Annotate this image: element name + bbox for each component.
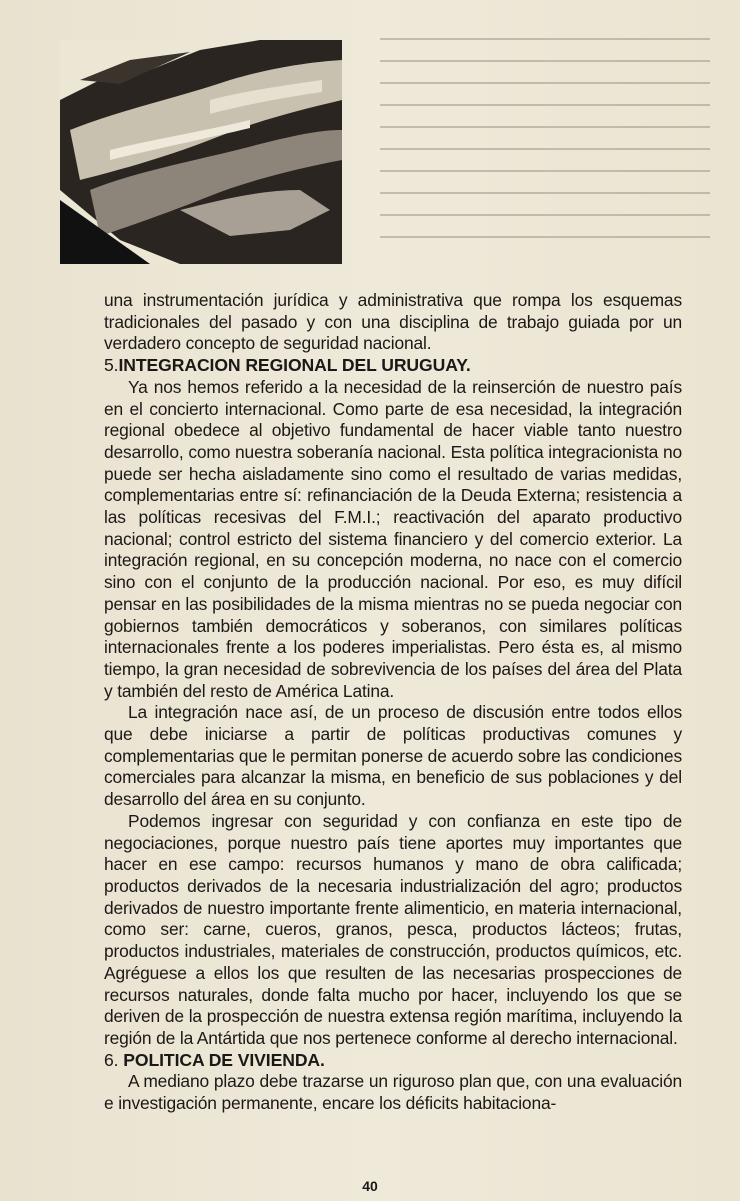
- body-text: [104, 290, 682, 1115]
- section-number: 5.: [104, 355, 119, 376]
- show-through-text: [380, 38, 710, 288]
- section-title: POLITICA DE VIVIENDA.: [123, 1049, 325, 1070]
- paragraph-3: La integración nace así, de un proceso de discusión entre todos ellos que debe iniciarse a partir de políticas productivas comunes y complementarias que le permitan ponerse de acuerdo sobre las condiciones comerciales para alcanzar la misma, en beneficio de sus poblaciones y del desarrollo del área en su conjunto.: [104, 702, 682, 810]
- section-heading-6: [104, 1050, 682, 1072]
- paragraph-2: Ya nos hemos referido a la necesidad de la reinserción de nuestro país en el concierto internacional. Como parte de esa necesidad, la integración regional obedece al objetivo fundamental de hacer viable tanto nuestro desarrollo, como nuestra soberanía nacional. Esta política integracionista no puede ser hecha aisladamente sino como el resultado de varias medidas, complementarias entre sí: refinanciación de la Deuda Externa; resistencia a las políticas recesivas del F.M.I.; reactivación del aparato productivo nacional; control estricto del sistema financiero y del comercio exterior. La integración regional, en su concepción moderna, no nace con el comercio sino con el conjunto de la producción nacional. Por eso, es muy difícil pensar en las posibilidades de la misma mientras no se pueda negociar con gobiernos también democráticos y soberanos, con similares políticas internacionales frente a los poderes imperialistas. Pero ésta es, al mismo tiempo, la gran necesidad de sobrevivencia de los países del área del Plata y también del resto de América Latina.: [104, 376, 682, 701]
- halftone-photo-graphic: [60, 40, 342, 264]
- page-number: 40: [362, 1178, 378, 1194]
- paragraph-1: una instrumentación jurídica y administrativa que rompa los esquemas tradicionales del pasado y con una disciplina de trabajo guiada por un verdadero concepto de seguridad nacional.: [104, 290, 682, 354]
- paragraph-4: Podemos ingresar con seguridad y con confianza en este tipo de negociaciones, porque nuestro país tiene aportes muy importantes que hacer en ese campo: recursos humanos y mano de obra calificada; productos derivados de la necesaria industrialización del agro; productos derivados de nuestro importante frente alimenticio, en materia internacional, como ser: carne, cueros, granos, pesca, productos lácteos; frutas, productos industriales, materiales de construcción, productos químicos, etc. Agréguese a ellos los que resulten de las necesarias prospecciones de recursos naturales, donde falta mucho por hacer, incluyendo los que se deriven de la prospección de nuestra extensa región marítima, incluyendo la región de la Antártida que nos pertenece conforme al derecho internacional.: [104, 810, 682, 1048]
- section-heading-5: [104, 355, 682, 377]
- paragraph-5: A mediano plazo debe trazarse un riguroso plan que, con una evaluación e investigación permanente, encare los déficits habitaciona-: [104, 1071, 682, 1114]
- halftone-photo: [60, 40, 342, 264]
- section-title: INTEGRACION REGIONAL DEL URUGUAY.: [118, 355, 471, 376]
- section-number: 6.: [104, 1049, 124, 1070]
